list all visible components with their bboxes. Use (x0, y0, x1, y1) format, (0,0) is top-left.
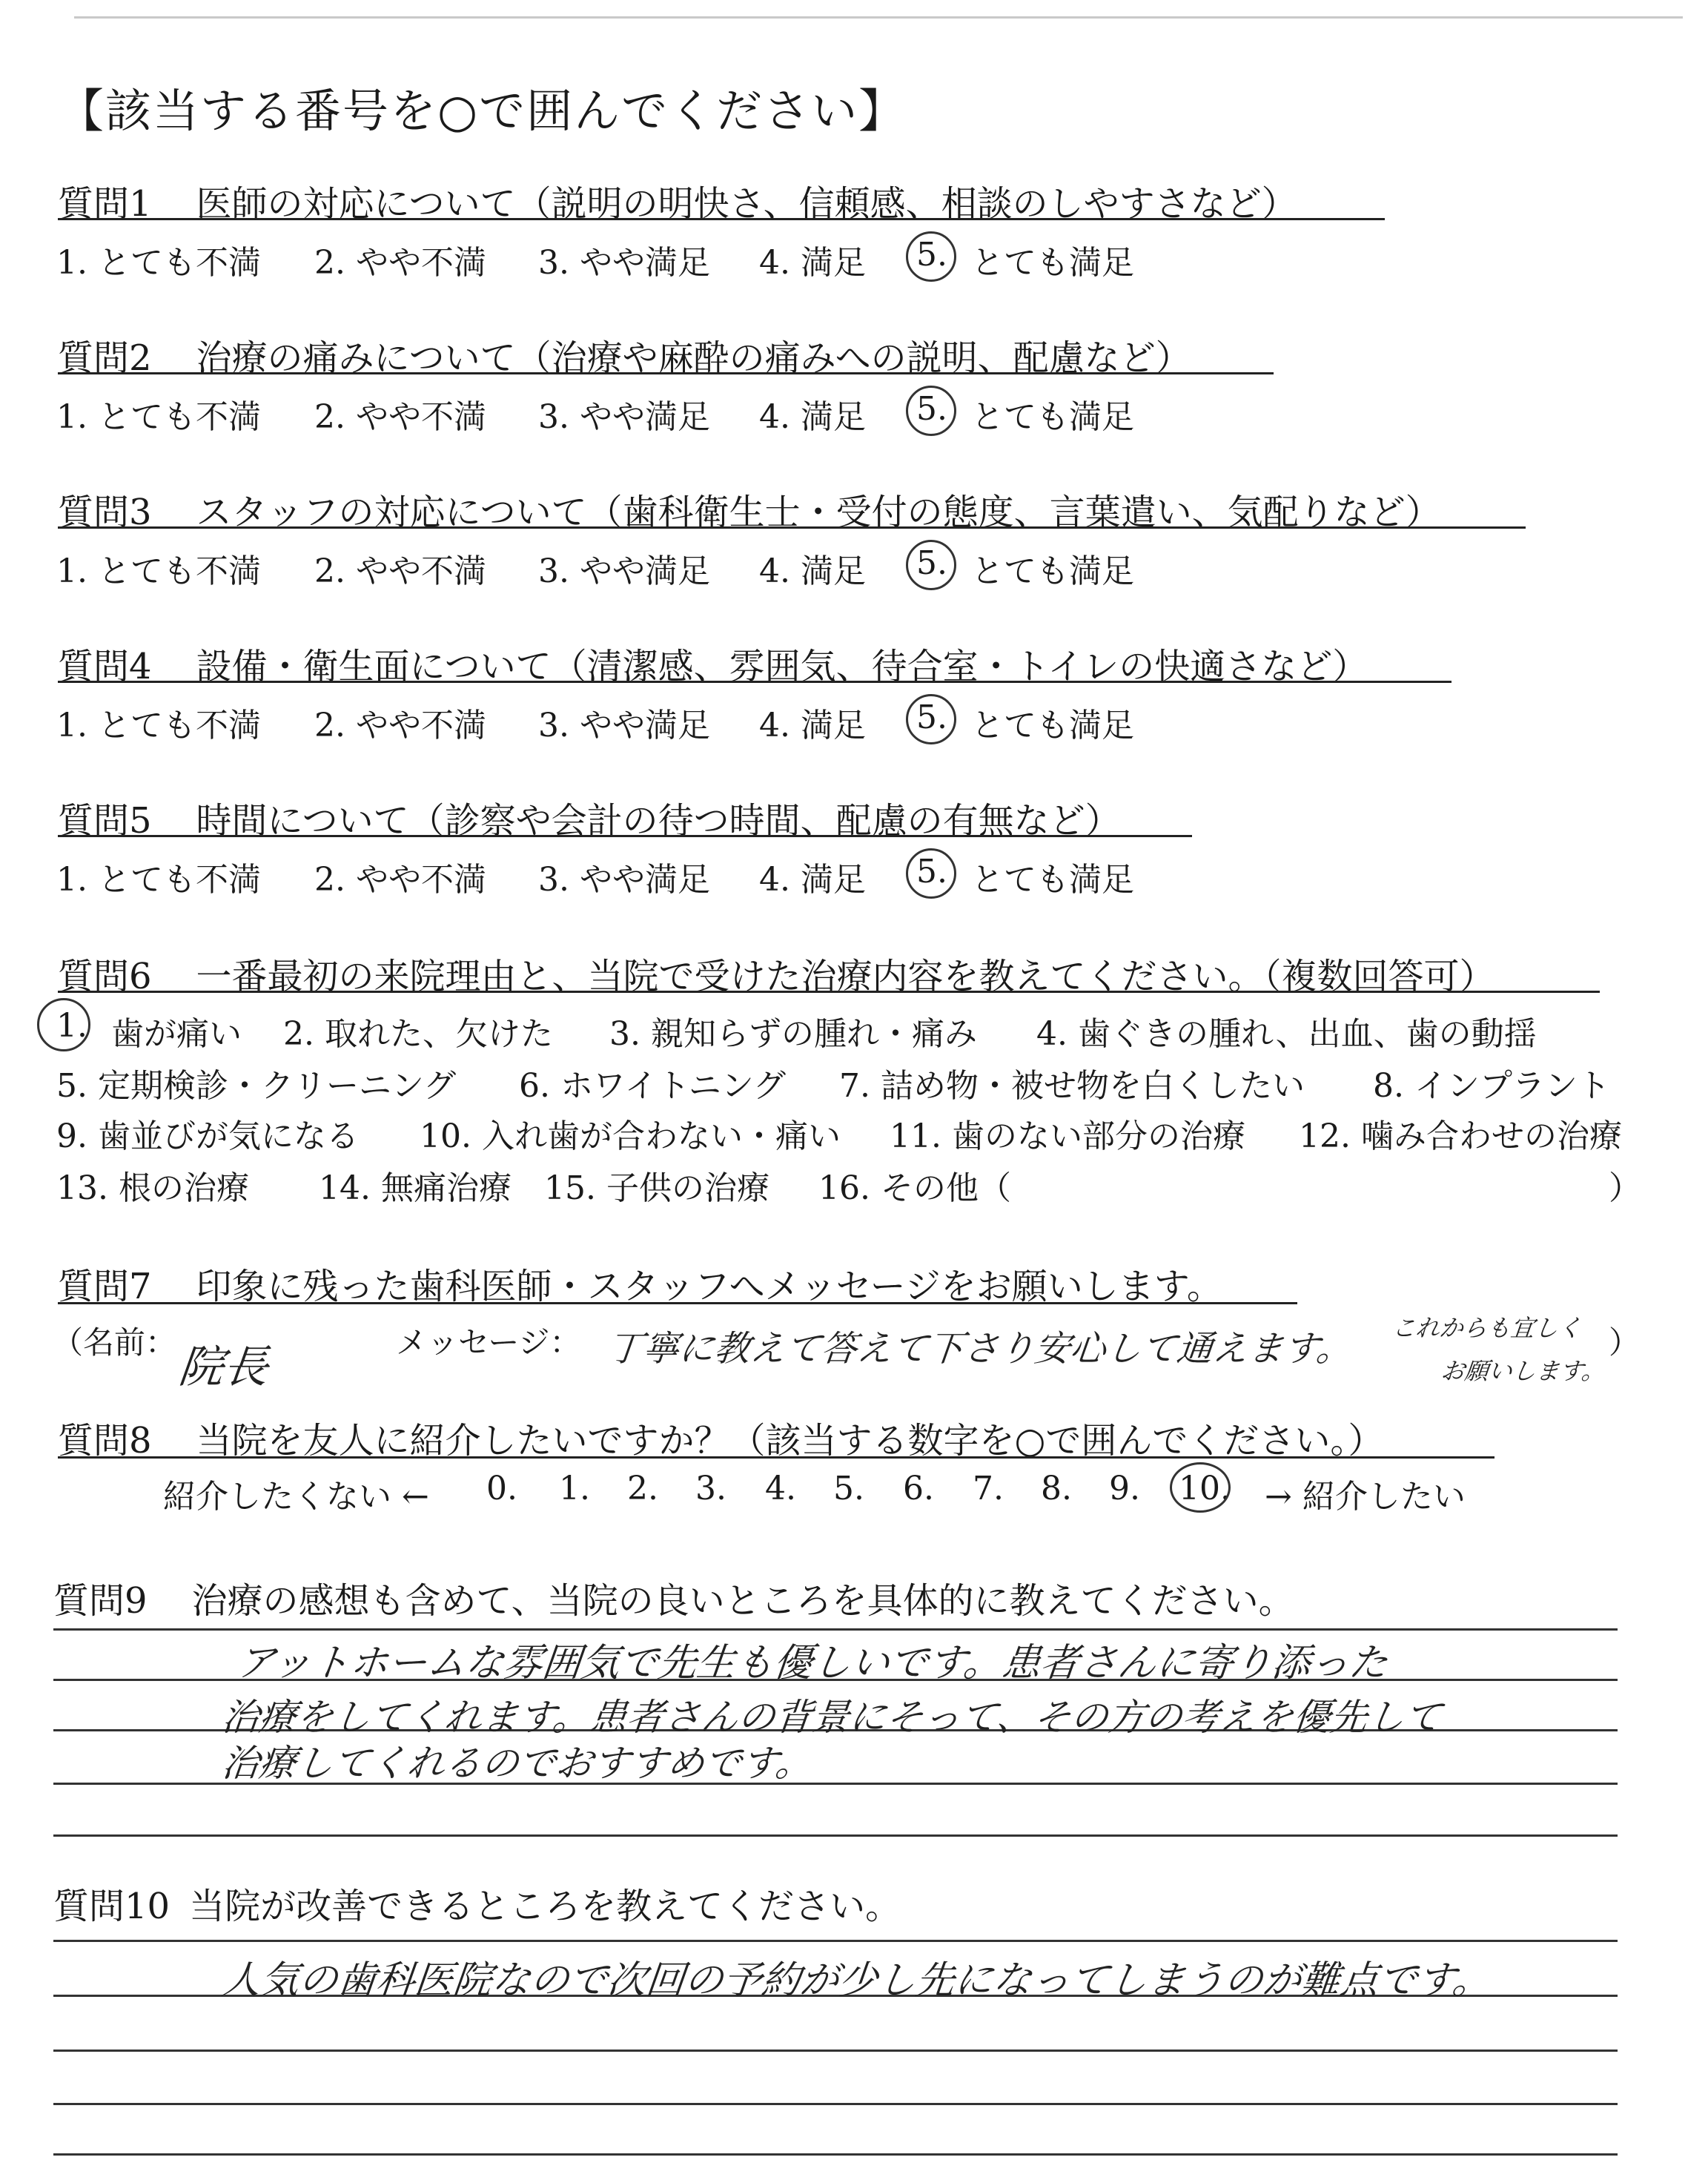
q7-message-label: メッセージ： (396, 1324, 581, 1361)
q2-option-5-label[interactable]: とても満足 (971, 398, 1134, 436)
q6-opt-4[interactable]: 4. 歯ぐきの腫れ、出血、歯の動揺 (1036, 1015, 1537, 1053)
q6-opt-14[interactable]: 14. 無痛治療 (319, 1169, 512, 1207)
q6-underline (58, 991, 1600, 993)
q8-scale-2[interactable]: 2. (627, 1470, 658, 1507)
q5-underline (58, 835, 1192, 837)
q7-underline (58, 1302, 1297, 1304)
q1-option-5[interactable]: 5. (916, 236, 947, 274)
q7-name-value[interactable]: 院長 (176, 1341, 271, 1393)
q2-option-4[interactable]: 4. 満足 (759, 398, 866, 436)
q4-option-2[interactable]: 2. やや不満 (314, 707, 486, 744)
q8-scale-8[interactable]: 8. (1041, 1470, 1072, 1507)
q10-answer-line-1[interactable]: 人気の歯科医院なので次回の予約が少し先になってしまうのが難点です。 (219, 1958, 1494, 2003)
q2-underline (58, 372, 1274, 374)
q6-answer-circle (37, 998, 90, 1051)
q6-opt-9[interactable]: 9. 歯並びが気になる (56, 1117, 359, 1155)
q7-heading (58, 1258, 1222, 1309)
q7-text: 印象に残った歯科医師・スタッフへメッセージをお願いします。 (196, 1266, 1222, 1307)
q7-message-value-1[interactable]: 丁寧に教えて答えて下さり安心して通えます。 (605, 1328, 1354, 1370)
q7-close: ） (1609, 1324, 1641, 1361)
q8-underline (58, 1456, 1494, 1459)
q6-opt-13[interactable]: 13. 根の治療 (56, 1169, 249, 1207)
q7-message-value-3[interactable]: お願いします。 (1439, 1357, 1607, 1385)
q9-answer-line-3[interactable]: 治療してくれるのでおすすめです。 (219, 1742, 815, 1785)
q7-message-value-2[interactable]: これからも宜しく (1390, 1314, 1583, 1342)
q3-underline (58, 526, 1526, 529)
q6-opt-3[interactable]: 3. 親知らずの腫れ・痛み (609, 1015, 977, 1053)
q10-line-5 (53, 2153, 1618, 2156)
q9-text: 治療の感想も含めて、当院の良いところを具体的に教えてください。 (191, 1580, 1294, 1622)
q5-text: 時間について（診察や会計の待つ時間、配慮の有無など） (196, 800, 1121, 842)
q3-answer-circle (906, 540, 956, 590)
q3-option-3[interactable]: 3. やや満足 (538, 552, 710, 590)
q7-name-label: （名前： (52, 1324, 177, 1361)
q6-opt-16-close: ） (1609, 1169, 1641, 1207)
q6-text: 一番最初の来院理由と、当院で受けた治療内容を教えてください。（複数回答可） (196, 956, 1495, 997)
q5-option-3[interactable]: 3. やや満足 (538, 861, 710, 899)
q3-text: スタッフの対応について（歯科衛生士・受付の態度、言葉遣い、気配りなど） (196, 492, 1441, 533)
q2-option-3[interactable]: 3. やや満足 (538, 398, 710, 436)
q1-option-3[interactable]: 3. やや満足 (538, 244, 710, 282)
q10-label: 質問10 (53, 1886, 171, 1927)
q10-heading (53, 1877, 901, 1929)
q1-underline (58, 218, 1385, 220)
q1-option-5-label[interactable]: とても満足 (971, 244, 1134, 282)
q6-opt-1[interactable]: 歯が痛い (111, 1015, 242, 1053)
q8-answer-circle (1170, 1462, 1231, 1513)
q9-line-5 (53, 1834, 1618, 1837)
q8-scale-9[interactable]: 9. (1109, 1470, 1140, 1507)
top-rule (74, 16, 1683, 19)
q5-option-2[interactable]: 2. やや不満 (314, 861, 486, 899)
q2-text: 治療の痛みについて（治療や麻酔の痛みへの説明、配慮など） (196, 337, 1191, 379)
q5-option-4[interactable]: 4. 満足 (759, 861, 866, 899)
q8-scale-1[interactable]: 1. (559, 1470, 590, 1507)
page-title: 【該当する番号を○で囲んでください】 (58, 84, 907, 138)
q8-label: 質問8 (58, 1420, 152, 1462)
q2-option-2[interactable]: 2. やや不満 (314, 398, 486, 436)
q6-opt-11[interactable]: 11. 歯のない部分の治療 (890, 1117, 1245, 1155)
q3-option-2[interactable]: 2. やや不満 (314, 552, 486, 590)
q8-scale-4[interactable]: 4. (765, 1470, 796, 1507)
q2-label: 質問2 (58, 337, 152, 379)
q8-left-label: 紹介したくない ← (163, 1478, 429, 1516)
q8-scale-6[interactable]: 6. (903, 1470, 934, 1507)
q4-option-5[interactable]: 5. (916, 698, 947, 736)
q6-opt-8[interactable]: 8. インプラント (1373, 1067, 1610, 1105)
q2-option-5[interactable]: 5. (916, 390, 947, 428)
q1-option-4[interactable]: 4. 満足 (759, 244, 866, 282)
q8-scale-5[interactable]: 5. (833, 1470, 864, 1507)
q2-option-1[interactable]: 1. とても不満 (56, 398, 261, 436)
q6-label: 質問6 (58, 956, 152, 997)
q6-opt-15[interactable]: 15. 子供の治療 (544, 1169, 769, 1207)
q10-line-1 (53, 1940, 1618, 1942)
q4-answer-circle (906, 694, 956, 744)
q4-label: 質問4 (58, 646, 152, 687)
q5-option-1[interactable]: 1. とても不満 (56, 861, 261, 899)
q9-label: 質問9 (53, 1580, 148, 1622)
q7-label: 質問7 (58, 1266, 152, 1307)
q1-option-1[interactable]: 1. とても不満 (56, 244, 261, 282)
q10-line-4 (53, 2103, 1618, 2105)
q9-answer-line-1[interactable]: アットホームな雰囲気で先生も優しいです。患者さんに寄り添った (234, 1641, 1390, 1685)
q10-line-3 (53, 2050, 1618, 2052)
q2-answer-circle (906, 386, 956, 436)
q9-line-1 (53, 1628, 1618, 1631)
q3-option-1[interactable]: 1. とても不満 (56, 552, 261, 590)
q9-answer-line-2[interactable]: 治療をしてくれます。患者さんの背景にそって、その方の考えを優先して (219, 1696, 1444, 1739)
q8-scale-3[interactable]: 3. (695, 1470, 726, 1507)
q10-text: 当院が改善できるところを教えてください。 (189, 1886, 901, 1927)
q6-opt-5[interactable]: 5. 定期検診・クリーニング (56, 1067, 457, 1105)
q4-text: 設備・衛生面について（清潔感、雰囲気、待合室・トイレの快適さなど） (196, 646, 1368, 687)
q6-opt-7[interactable]: 7. 詰め物・被せ物を白くしたい (839, 1067, 1305, 1105)
q5-answer-circle (906, 848, 956, 899)
q8-right-label: → 紹介したい (1265, 1478, 1466, 1516)
q8-heading (58, 1412, 1383, 1463)
q3-option-5-label[interactable]: とても満足 (971, 552, 1134, 590)
q8-scale-0[interactable]: 0. (486, 1470, 517, 1507)
q5-option-5[interactable]: 5. (916, 853, 947, 891)
q4-option-1[interactable]: 1. とても不満 (56, 707, 261, 744)
q4-option-5-label[interactable]: とても満足 (971, 707, 1134, 744)
q3-option-5[interactable]: 5. (916, 544, 947, 582)
q1-answer-circle (906, 231, 956, 282)
q6-opt-1-num[interactable]: 1. (56, 1007, 87, 1045)
q4-option-4[interactable]: 4. 満足 (759, 707, 866, 744)
q5-option-5-label[interactable]: とても満足 (971, 861, 1134, 899)
q8-text: 当院を友人に紹介したいですか？（該当する数字を○で囲んでください。） (196, 1420, 1384, 1462)
q6-opt-16[interactable]: 16. その他（ (818, 1169, 1011, 1207)
q3-option-4[interactable]: 4. 満足 (759, 552, 866, 590)
q4-option-3[interactable]: 3. やや満足 (538, 707, 710, 744)
q1-text: 医師の対応について（説明の明快さ、信頼感、相談のしやすさなど） (196, 183, 1297, 225)
q8-scale-10[interactable]: 10. (1179, 1470, 1231, 1507)
q1-option-2[interactable]: 2. やや不満 (314, 244, 486, 282)
q3-label: 質問3 (58, 492, 152, 533)
q5-label: 質問5 (58, 800, 152, 842)
q4-underline (58, 681, 1452, 683)
q1-label: 質問1 (58, 183, 152, 225)
q6-opt-12[interactable]: 12. 噛み合わせの治療 (1299, 1117, 1622, 1155)
q6-opt-6[interactable]: 6. ホワイトニング (519, 1067, 787, 1105)
q8-scale-7[interactable]: 7. (973, 1470, 1004, 1507)
q9-heading (53, 1572, 1294, 1623)
q6-opt-10[interactable]: 10. 入れ歯が合わない・痛い (420, 1117, 841, 1155)
q6-opt-2[interactable]: 2. 取れた、欠けた (283, 1015, 553, 1053)
